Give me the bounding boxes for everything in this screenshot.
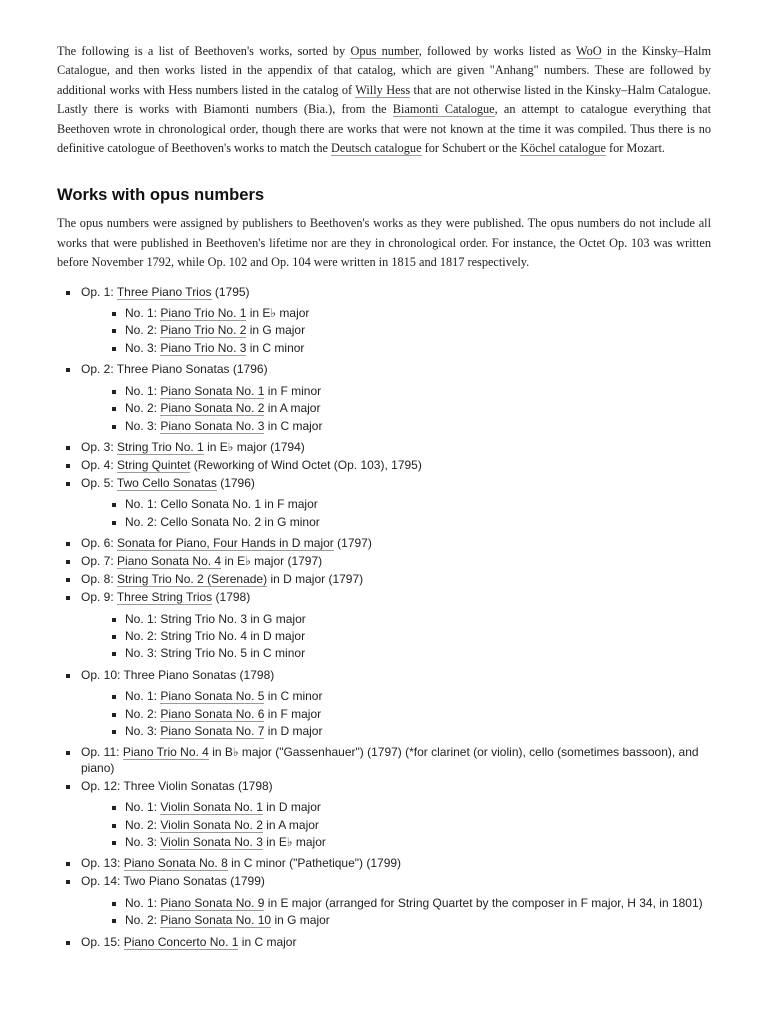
opus-intro-paragraph: The opus numbers were assigned by publishers to Beethoven's works as they were published. The opus numbers do not include all works that were published in Beethoven's lifetime nor are they in chronological order. For instance, the Octet Op. 103 was written before November 1792, while Op. 102 and Op. 104 were written in 1815 and 1817 respectively. xyxy=(57,216,711,270)
link-piano-trio-no-1[interactable]: Piano Trio No. 1 xyxy=(160,306,247,321)
link-string-quintet[interactable]: String Quintet xyxy=(117,457,191,472)
bullet-icon xyxy=(112,824,116,828)
text-segment: in G major xyxy=(246,323,306,338)
text-segment: Op. 15: xyxy=(81,934,124,949)
bullet-icon xyxy=(112,695,116,699)
text-segment: No. 2: xyxy=(125,913,161,928)
bullet-icon xyxy=(66,368,70,372)
text-segment: No. 2: String Trio No. 4 in D major xyxy=(125,628,306,643)
bullet-icon xyxy=(66,674,70,678)
bullet-icon xyxy=(112,713,116,717)
link-deutsch-catalogue[interactable]: Deutsch catalogue xyxy=(331,141,422,156)
text-segment: in E♭ major xyxy=(262,835,326,849)
text-segment: Op. 13: xyxy=(81,856,124,871)
sub-work-item xyxy=(81,384,711,399)
bullet-icon xyxy=(66,941,70,945)
link-piano-sonata-no-9[interactable]: Piano Sonata No. 9 xyxy=(160,895,265,910)
link-piano-sonata-no-8[interactable]: Piano Sonata No. 8 xyxy=(123,856,228,871)
bullet-icon xyxy=(66,482,70,486)
sub-work-item xyxy=(81,689,711,704)
sub-work-item xyxy=(81,401,711,416)
text-segment: No. 1: String Trio No. 3 in G major xyxy=(125,611,306,626)
bullet-icon xyxy=(66,560,70,564)
bullet-icon xyxy=(112,902,116,906)
work-item xyxy=(57,476,711,530)
link-piano-trio-no-2[interactable]: Piano Trio No. 2 xyxy=(160,323,247,338)
text-segment: Op. 7: xyxy=(81,554,118,569)
link-two-cello-sonatas[interactable]: Two Cello Sonatas xyxy=(116,475,217,490)
text-segment: No. 1: xyxy=(125,383,161,398)
sub-work-item xyxy=(81,724,711,739)
text-segment: Op. 5: xyxy=(81,475,117,490)
bullet-icon xyxy=(66,446,70,450)
link-violin-sonata-no-1[interactable]: Violin Sonata No. 1 xyxy=(160,800,263,815)
text-segment: No. 1: xyxy=(125,689,161,704)
bullet-icon xyxy=(112,407,116,411)
sub-work-item xyxy=(81,612,711,627)
text-segment: No. 2: Cello Sonata No. 2 in G minor xyxy=(125,514,320,529)
text-segment: No. 2: xyxy=(125,706,161,721)
bullet-icon xyxy=(112,841,116,845)
link-three-piano-trios[interactable]: Three Piano Trios xyxy=(116,284,212,299)
text-segment: Op. 8: xyxy=(81,572,118,587)
bullet-icon xyxy=(112,618,116,622)
text-segment: No. 3: xyxy=(125,835,161,849)
work-item xyxy=(57,668,711,740)
text-segment: Op. 9: xyxy=(81,590,117,605)
link-violin-sonata-no-2[interactable]: Violin Sonata No. 2 xyxy=(160,817,263,832)
text-segment: in E♭ major xyxy=(246,306,310,321)
link-three-string-trios[interactable]: Three String Trios xyxy=(116,590,213,605)
text-segment: in E♭ major (1794) xyxy=(203,439,305,454)
sub-work-item xyxy=(81,629,711,644)
work-item xyxy=(57,440,711,455)
link-piano-sonata-no-3[interactable]: Piano Sonata No. 3 xyxy=(160,418,265,433)
sub-work-list xyxy=(81,896,711,929)
link-willy-hess[interactable]: Willy Hess xyxy=(355,82,411,97)
intro-paragraph xyxy=(57,42,711,158)
text-segment: No. 3: xyxy=(125,340,161,355)
text-segment: in D major xyxy=(264,723,323,738)
bullet-icon xyxy=(66,596,70,600)
text-segment: , an attempt to catalogue everything that Beethoven wrote in chronological order, though there are works that were not known at the time it was compiled. Thus there is no definitive catologue of Beethoven's works to match the xyxy=(57,102,711,156)
link-piano-concerto-no-1[interactable]: Piano Concerto No. 1 xyxy=(123,934,239,949)
sub-work-list xyxy=(81,497,711,530)
sub-work-item xyxy=(81,818,711,833)
work-item xyxy=(57,590,711,662)
text-segment: Op. 11: xyxy=(81,745,123,760)
work-item xyxy=(57,745,711,776)
sub-work-item xyxy=(81,800,711,815)
sub-work-list xyxy=(81,306,711,356)
text-segment: in C minor ("Pathetique") (1799) xyxy=(227,856,402,871)
text-segment: No. 2: xyxy=(125,323,161,338)
text-segment: No. 3: String Trio No. 5 in C minor xyxy=(125,646,306,661)
link-violin-sonata-no-3[interactable]: Violin Sonata No. 3 xyxy=(160,835,263,849)
text-segment: No. 3: xyxy=(125,723,161,738)
text-segment: No. 1: xyxy=(125,800,161,815)
link-woo[interactable]: WoO xyxy=(576,44,602,58)
bullet-icon xyxy=(112,503,116,507)
text-segment: No. 1: Cello Sonata No. 1 in F major xyxy=(125,497,318,512)
text-segment: in E major (arranged for String Quartet by the composer in F major, H 34, in 1801) xyxy=(264,895,703,910)
sub-work-item xyxy=(81,707,711,722)
text-segment: in the Kinsky–Halm Catalogue, and then works listed in the appendix of that catalog, which are given "Anhang" numbers. These are followed by additional works with Hess numbers listed in the catalog of xyxy=(57,44,712,97)
sub-work-list xyxy=(81,384,711,434)
text-segment: Op. 14: Two Piano Sonatas (1799) xyxy=(81,874,265,889)
link-piano-sonata-no-2[interactable]: Piano Sonata No. 2 xyxy=(160,401,265,416)
text-segment: in C major xyxy=(264,418,323,433)
text-segment: No. 2: xyxy=(125,817,161,832)
text-segment: The following is a list of Beethoven's works, sorted by xyxy=(57,44,351,58)
sub-work-item xyxy=(81,497,711,512)
sub-work-item xyxy=(81,323,711,338)
bullet-icon xyxy=(66,751,70,755)
link-kochel-catalogue[interactable]: Köchel catalogue xyxy=(520,141,606,156)
sub-work-list xyxy=(81,800,711,850)
text-segment: No. 1: xyxy=(125,895,161,910)
text-segment: in B♭ major ("Gassenhauer") (1797) (*for clarinet (or violin), cello (sometimes bassoon), and piano) xyxy=(81,745,699,775)
text-segment: Op. 2: Three Piano Sonatas (1796) xyxy=(81,362,268,377)
work-item xyxy=(57,572,711,587)
link-piano-sonata-no-7[interactable]: Piano Sonata No. 7 xyxy=(160,723,265,738)
sub-work-item xyxy=(81,913,711,928)
work-item xyxy=(57,874,711,928)
bullet-icon xyxy=(112,312,116,316)
text-segment: in A major xyxy=(262,817,319,832)
sub-work-item xyxy=(81,896,711,911)
sub-work-item xyxy=(81,646,711,661)
work-item xyxy=(57,458,711,473)
text-segment: , followed by works listed as xyxy=(418,44,577,58)
link-biamonti-catalogue[interactable]: Biamonti Catalogue xyxy=(392,102,495,117)
link-piano-sonata-no-5[interactable]: Piano Sonata No. 5 xyxy=(160,689,265,704)
sub-work-list xyxy=(81,612,711,662)
work-item xyxy=(57,856,711,871)
section-heading: Works with opus numbers xyxy=(57,185,265,205)
text-segment: for Mozart. xyxy=(605,141,665,156)
text-segment: in A major xyxy=(264,401,321,416)
link-piano-sonata-no-4[interactable]: Piano Sonata No. 4 xyxy=(117,554,222,569)
text-segment: (1797) xyxy=(333,536,372,551)
text-segment: (1796) xyxy=(216,475,255,490)
text-segment: in F minor xyxy=(264,383,322,398)
link-piano-trio-no-4[interactable]: Piano Trio No. 4 xyxy=(122,745,209,760)
link-string-trio-no-1[interactable]: String Trio No. 1 xyxy=(117,439,204,454)
text-segment: in C minor xyxy=(264,689,323,704)
sub-work-item xyxy=(81,341,711,356)
text-segment: in E♭ major (1797) xyxy=(221,554,323,569)
text-segment: for Schubert or the xyxy=(421,141,521,156)
bullet-icon xyxy=(66,578,70,582)
text-segment: Op. 10: Three Piano Sonatas (1798) xyxy=(81,667,275,682)
text-segment: No. 1: xyxy=(125,306,161,321)
link-string-trio-no-2-serenade[interactable]: String Trio No. 2 (Serenade) xyxy=(117,572,268,587)
text-segment: No. 3: xyxy=(125,418,161,433)
link-opus-number[interactable]: Opus number xyxy=(350,44,419,58)
bullet-icon xyxy=(112,425,116,429)
work-item xyxy=(57,554,711,569)
works-list xyxy=(57,285,711,950)
text-segment: Op. 1: xyxy=(81,284,117,299)
bullet-icon xyxy=(66,464,70,468)
bullet-icon xyxy=(112,730,116,734)
text-segment: in D major xyxy=(262,800,321,815)
text-segment: in G major xyxy=(271,913,330,928)
bullet-icon xyxy=(66,880,70,884)
text-segment: in D major (1797) xyxy=(267,572,364,587)
text-segment: Op. 3: xyxy=(81,439,118,454)
text-segment: in F major xyxy=(264,706,322,721)
link-piano-trio-no-3[interactable]: Piano Trio No. 3 xyxy=(160,340,247,355)
text-segment: Op. 12: Three Violin Sonatas (1798) xyxy=(81,778,273,793)
work-item xyxy=(57,285,711,357)
work-item xyxy=(57,935,711,950)
bullet-icon xyxy=(66,291,70,295)
work-item xyxy=(57,779,711,851)
sub-work-item xyxy=(81,419,711,434)
sub-work-item xyxy=(81,835,711,850)
bullet-icon xyxy=(66,862,70,866)
sub-work-item xyxy=(81,306,711,321)
bullet-icon xyxy=(112,347,116,351)
text-segment: (1798) xyxy=(212,590,251,605)
text-segment: No. 2: xyxy=(125,401,161,416)
text-segment: that are not otherwise listed in the Kinsky–Halm Catalogue. Lastly there is works with Biamonti numbers (Bia.), from the xyxy=(57,82,711,117)
sub-work-list xyxy=(81,689,711,739)
link-sonata-for-piano-four-hands-in-d-major[interactable]: Sonata for Piano, Four Hands in D major xyxy=(117,536,334,551)
link-piano-sonata-no-10[interactable]: Piano Sonata No. 10 xyxy=(160,913,272,928)
bullet-icon xyxy=(112,806,116,810)
bullet-icon xyxy=(112,919,116,923)
work-item xyxy=(57,362,711,434)
bullet-icon xyxy=(66,785,70,789)
sub-work-item xyxy=(81,515,711,530)
link-piano-sonata-no-1[interactable]: Piano Sonata No. 1 xyxy=(160,383,265,398)
text-segment: in C major xyxy=(238,934,297,949)
text-segment: in C minor xyxy=(246,340,305,355)
bullet-icon xyxy=(112,390,116,394)
text-segment: (1795) xyxy=(211,284,250,299)
text-segment: Op. 6: xyxy=(81,536,118,551)
bullet-icon xyxy=(112,652,116,656)
link-piano-sonata-no-6[interactable]: Piano Sonata No. 6 xyxy=(160,706,265,721)
text-segment: Op. 4: xyxy=(81,457,118,472)
bullet-icon xyxy=(112,521,116,525)
work-item xyxy=(57,536,711,551)
bullet-icon xyxy=(112,635,116,639)
text-segment: (Reworking of Wind Octet (Op. 103), 1795) xyxy=(190,457,422,472)
bullet-icon xyxy=(66,542,70,546)
bullet-icon xyxy=(112,329,116,333)
